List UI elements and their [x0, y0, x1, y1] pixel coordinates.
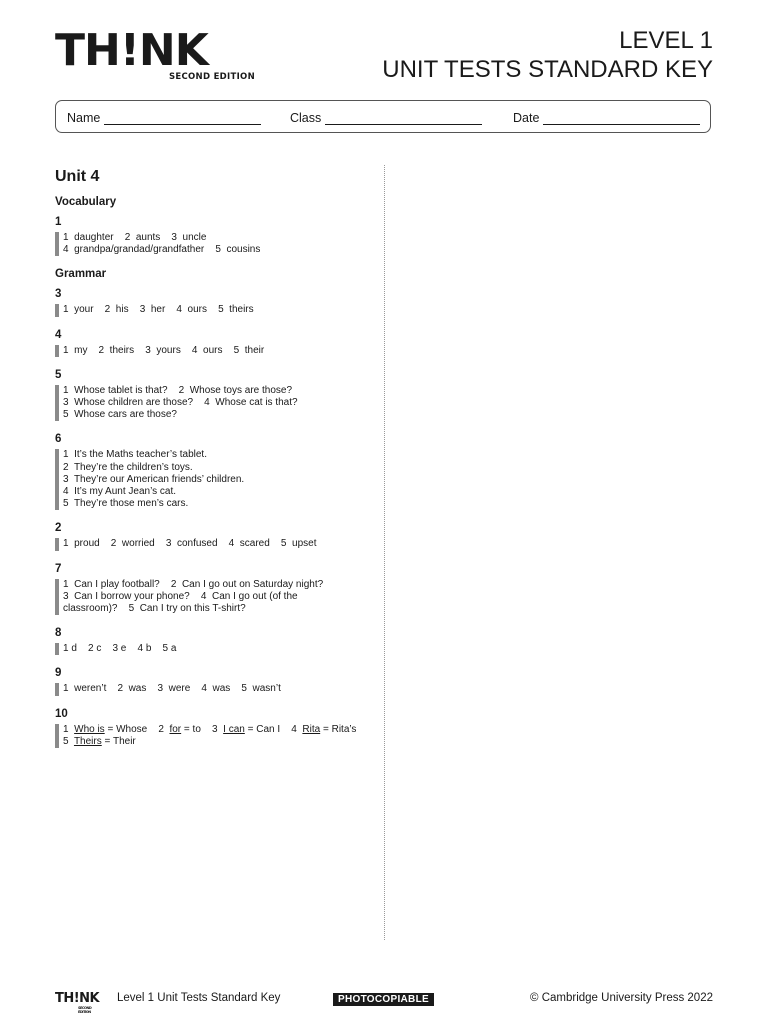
exercise-answers: [55, 579, 375, 616]
item-number: 4: [291, 723, 297, 735]
name-label: Name: [67, 111, 101, 125]
class-label: Class: [290, 111, 322, 125]
section-vocabulary: Vocabulary: [55, 196, 117, 208]
footer-label: Level 1 Unit Tests Standard Key: [117, 992, 281, 1004]
date-label: Date: [513, 111, 540, 125]
exercise-number: 4: [55, 328, 62, 341]
answer-line: classroom)? 5 Can I try on this T-shirt?: [63, 603, 246, 615]
exercise-number: 7: [55, 562, 62, 575]
exercise-answers: [55, 385, 375, 422]
date-line[interactable]: [543, 111, 700, 125]
class-line[interactable]: [325, 111, 482, 125]
exercise-4: [55, 327, 375, 357]
exercise-answers: [55, 538, 375, 550]
photocopiable-badge: PHOTOCOPIABLE: [333, 993, 434, 1006]
answer-key-column: [55, 166, 375, 758]
exercise-number: 2: [55, 522, 62, 535]
exercise-answers: [55, 449, 375, 510]
correct-word: Whose: [116, 723, 148, 735]
correct-word: to: [192, 723, 201, 735]
answer-line: 1 daughter 2 aunts 3 uncle: [63, 232, 207, 243]
answer-line: 4 It’s my Aunt Jean’s cat.: [63, 486, 177, 498]
exercise-number: 10: [55, 707, 68, 720]
class-field[interactable]: [290, 111, 482, 125]
exercise-2: [55, 520, 375, 550]
answer-line: 5 Whose cars are those?: [63, 409, 177, 421]
exercise-8: [55, 625, 375, 655]
logo-wordmark: TH!NK: [55, 25, 208, 76]
name-line[interactable]: [104, 111, 261, 125]
exercise-1: [55, 214, 375, 256]
answer-line: 1 It’s the Maths teacher’s tablet.: [63, 449, 207, 461]
footer-logo-wordmark: TH!NK: [55, 991, 100, 1006]
exercise-7: [55, 561, 375, 616]
wrong-word: Theirs: [73, 735, 102, 747]
answer-line: 1 my 2 theirs 3 yours 4 ours 5 their: [63, 344, 265, 356]
exercise-answers: [55, 683, 375, 695]
name-class-date-box: [55, 100, 711, 133]
exercise-number: 6: [55, 433, 62, 446]
column-divider: [384, 165, 385, 940]
item-number: 1: [63, 723, 69, 735]
footer-logo: [55, 991, 100, 1014]
exercise-number: 5: [55, 368, 62, 381]
wrong-word: Rita: [302, 723, 321, 735]
answer-line: 1 weren’t 2 was 3 were 4 was 5 wasn’t: [63, 683, 281, 695]
exercise-number: 1: [55, 216, 62, 228]
unit-title: Unit 4: [55, 168, 100, 185]
item-number: 2: [158, 723, 164, 735]
exercise-answers: [55, 724, 375, 748]
answer-line: 1 Can I play football? 2 Can I go out on Saturday night?: [63, 578, 324, 590]
grammar-exercises: [55, 286, 375, 695]
exercise-10: [55, 706, 375, 748]
wrong-word: for: [169, 723, 182, 735]
answer-line: 1 proud 2 worried 3 confused 4 scared 5 upset: [63, 538, 317, 550]
answer-line: 2 They’re the children’s toys.: [63, 461, 193, 473]
exercise-number: 3: [55, 288, 62, 301]
exercise-answers: [55, 345, 375, 357]
item-number: 3: [212, 723, 218, 735]
wrong-word: I can: [223, 723, 245, 735]
copyright: © Cambridge University Press 2022: [530, 992, 713, 1004]
exercise-number: 8: [55, 627, 62, 640]
answer-line: 3 Can I borrow your phone? 4 Can I go out (of the: [63, 590, 298, 602]
vocabulary-exercises: [55, 214, 375, 256]
exercise-answers: [55, 643, 375, 655]
exercise-answers: [55, 232, 375, 256]
exercise-number: 9: [55, 667, 62, 680]
correct-word: Their: [112, 735, 136, 747]
answer-line: 5 They’re those men’s cars.: [63, 498, 189, 510]
answer-line: 1 d 2 c 3 e 4 b 5 a: [63, 643, 177, 655]
exercise-3: [55, 286, 375, 316]
answer-line: 3 They’re our American friends’ children.: [63, 473, 245, 485]
footer: [55, 990, 713, 1014]
item-number: 5: [63, 735, 69, 747]
section-grammar: Grammar: [55, 268, 107, 281]
logo-subtitle: SECOND EDITION: [168, 72, 255, 82]
wrong-word: Who is: [74, 723, 105, 735]
exercise-6: [55, 431, 375, 510]
footer-logo-subtitle: SECOND EDITION: [78, 1006, 92, 1014]
name-field[interactable]: [67, 111, 261, 125]
date-field[interactable]: [513, 111, 700, 125]
title-level: LEVEL 1: [619, 27, 713, 54]
answer-line: 1 Who is = Whose 2 for = to 3 I can = Can I 4 Rita = Rita’s: [63, 723, 357, 735]
answer-line: 5 Theirs = Their: [63, 735, 136, 747]
exercise-5: [55, 367, 375, 422]
answer-line: 3 Whose children are those? 4 Whose cat is that?: [63, 397, 298, 409]
correct-word: Rita’s: [331, 723, 357, 735]
answer-line: 1 Whose tablet is that? 2 Whose toys are those?: [63, 384, 293, 396]
think-logo: [55, 25, 255, 82]
answer-line: 1 your 2 his 3 her 4 ours 5 theirs: [63, 304, 254, 316]
title-key: UNIT TESTS STANDARD KEY: [382, 56, 713, 83]
exercise-9: [55, 665, 375, 695]
correct-word: Can I: [256, 723, 281, 735]
page-title: [382, 26, 713, 84]
exercise-answers: [55, 304, 375, 316]
answer-line: 4 grandpa/grandad/grandfather 5 cousins: [63, 244, 261, 256]
